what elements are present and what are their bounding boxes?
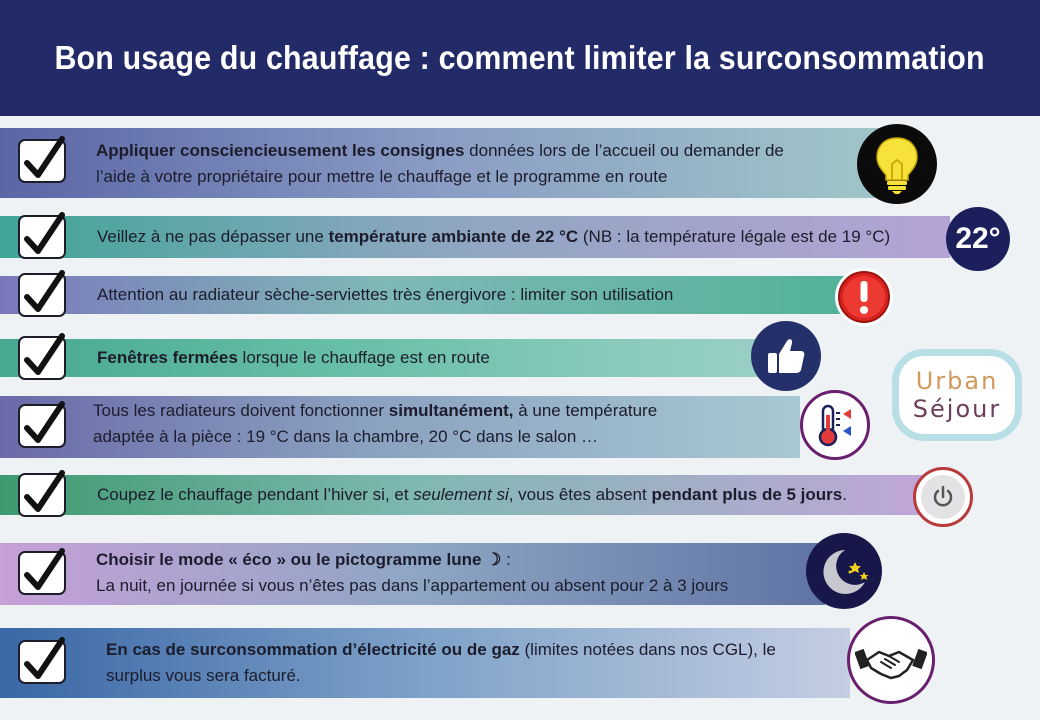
checkbox-icon bbox=[18, 336, 66, 380]
logo-line-1: Urban bbox=[915, 367, 999, 395]
rule-row-2 bbox=[0, 216, 950, 258]
rule-text-3: Attention au radiateur sèche-serviettes très énergivore : limiter son utilisation bbox=[97, 285, 674, 304]
checkbox-icon bbox=[18, 551, 66, 595]
rule-row-8 bbox=[0, 628, 850, 698]
temperature-22-icon: 22° bbox=[946, 207, 1010, 271]
rule-text-4: Fenêtres fermées lorsque le chauffage est en route bbox=[97, 348, 490, 367]
urban-sejour-logo bbox=[892, 349, 1022, 441]
checkbox-icon bbox=[18, 404, 66, 448]
header-banner bbox=[0, 0, 1040, 116]
exclamation-icon bbox=[835, 268, 893, 326]
rule-row-6 bbox=[0, 475, 925, 515]
handshake-icon bbox=[847, 616, 935, 704]
moon-icon bbox=[806, 533, 882, 609]
checkbox-icon bbox=[18, 215, 66, 259]
rule-row-3 bbox=[0, 276, 850, 314]
rule-text-2: Veillez à ne pas dépasser une température ambiante de 22 °C (NB : la température légale est de 19 °C) bbox=[97, 227, 891, 246]
checkbox-icon bbox=[18, 473, 66, 517]
lightbulb-icon bbox=[857, 124, 937, 204]
checkbox-icon bbox=[18, 640, 66, 684]
page-title: Bon usage du chauffage : comment limiter la surconsommation bbox=[54, 39, 986, 76]
rule-row-1 bbox=[0, 128, 900, 198]
checkbox-icon bbox=[18, 273, 66, 317]
power-icon bbox=[913, 467, 973, 527]
rule-row-5 bbox=[0, 396, 800, 458]
thermometer-icon bbox=[800, 390, 870, 460]
rule-text-7: Choisir le mode « éco » ou le pictogramme lune ☽ : La nuit, en journée si vous n’êtes pas dans l’appartement ou absent pour 2 à 3 jours bbox=[96, 550, 729, 595]
rule-text-8: En cas de surconsommation d’électricité ou de gaz (limites notées dans nos CGL), le surplus vous sera facturé. bbox=[106, 640, 776, 685]
logo-line-2: Séjour bbox=[912, 395, 1002, 423]
rule-text-1: Appliquer consciencieusement les consignes données lors de l’accueil ou demander de l’aide à votre propriétaire pour mettre le chauffage et le programme en route bbox=[96, 141, 784, 186]
thumbs-up-icon bbox=[751, 321, 821, 391]
rule-text-5: Tous les radiateurs doivent fonctionner simultanément, à une température adaptée à la pièce : 19 °C dans la chambre, 20 °C dans le salon … bbox=[93, 401, 658, 446]
crescent-glyph: ☽ bbox=[481, 550, 502, 569]
checkbox-icon bbox=[18, 139, 66, 183]
rule-text-6: Coupez le chauffage pendant l’hiver si, et seulement si, vous êtes absent pendant plus de 5 jours. bbox=[97, 485, 847, 504]
rule-row-7 bbox=[0, 543, 825, 605]
rule-row-4 bbox=[0, 339, 770, 377]
